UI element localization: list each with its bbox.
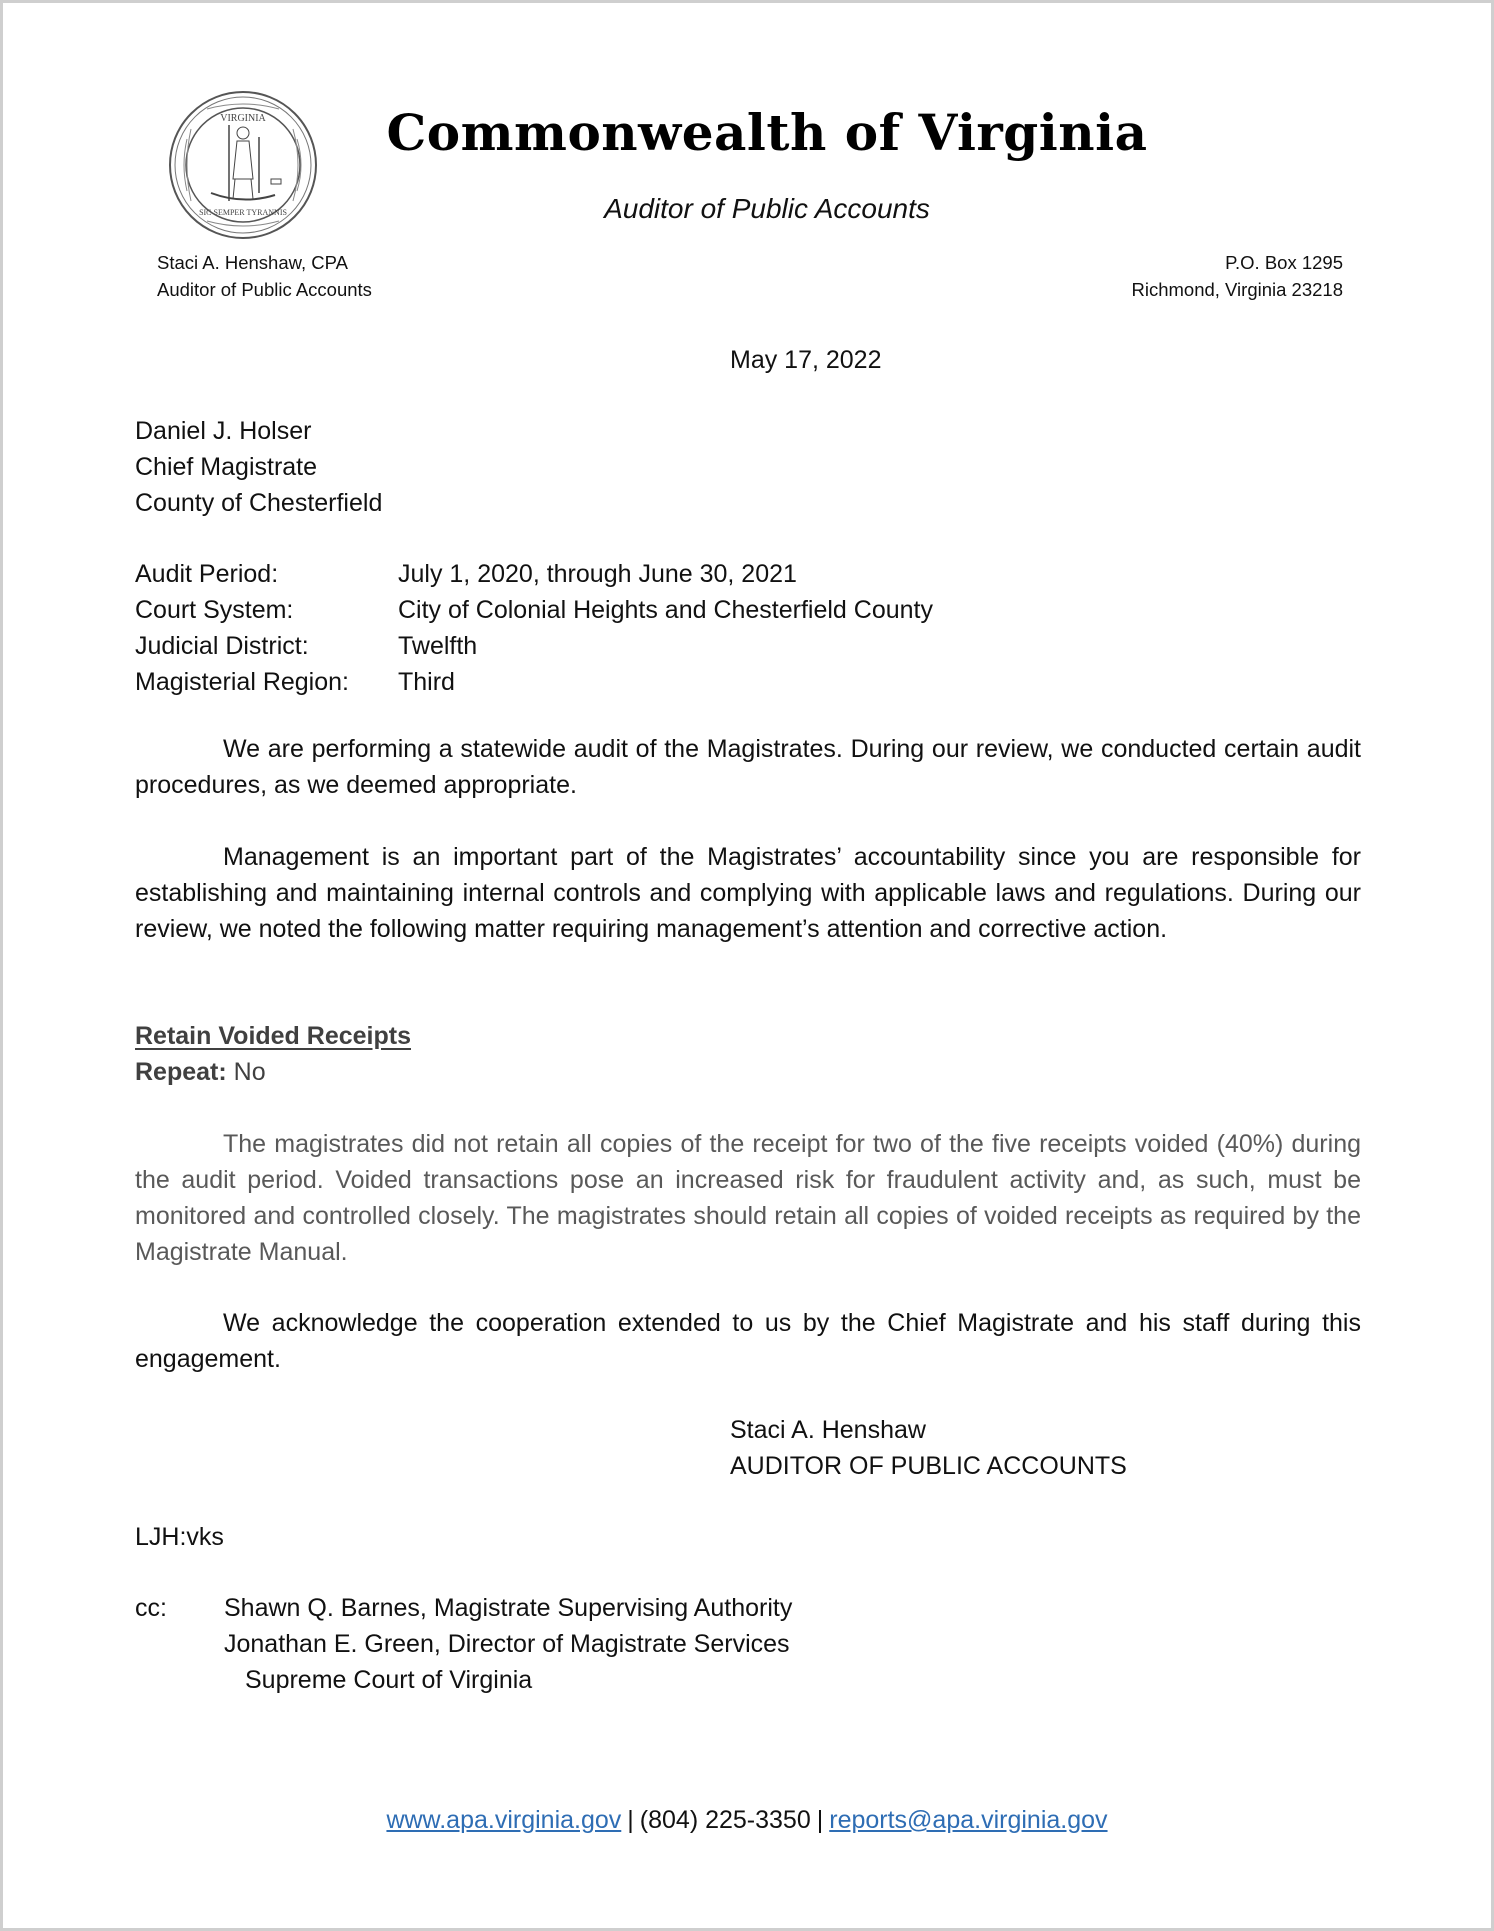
- field-value: Twelfth: [398, 632, 478, 660]
- finding-heading: Retain Voided Receipts: [135, 1022, 411, 1050]
- repeat-label: Repeat:: [135, 1058, 227, 1086]
- field-label: Judicial District:: [135, 632, 309, 660]
- closing-paragraph-text: We acknowledge the cooperation extended to us by the Chief Magistrate and his staff during this engagement.: [135, 1309, 1361, 1373]
- auditor-name: Staci A. Henshaw, CPA: [157, 252, 348, 273]
- city-state-zip: Richmond, Virginia 23218: [1131, 279, 1343, 300]
- signature-block: [730, 1412, 1127, 1484]
- field-label: Court System:: [135, 596, 294, 624]
- signer-name: Staci A. Henshaw: [730, 1416, 926, 1444]
- svg-text:VIRGINIA: VIRGINIA: [220, 113, 266, 124]
- recipient-name: Daniel J. Holser: [135, 417, 312, 445]
- letterhead-title: Commonwealth of Virginia: [386, 103, 1148, 162]
- recipient-block: [135, 413, 382, 521]
- cc-recipient: Shawn Q. Barnes, Magistrate Supervising Authority: [224, 1594, 793, 1622]
- repeat-value: No: [233, 1058, 266, 1086]
- finding-paragraph-text: The magistrates did not retain all copies of the receipt for two of the five receipts voided (40%) during the audit period. Voided transactions pose an increased risk for fraudulent activity and, as such, must be monitored and controlled closely. The magistrates should retain all copies of voided receipts as required by the Magistrate Manual.: [135, 1130, 1361, 1266]
- signer-title: AUDITOR OF PUBLIC ACCOUNTS: [730, 1452, 1127, 1480]
- footer-separator: |: [627, 1806, 634, 1834]
- letterhead-subtitle: Auditor of Public Accounts: [604, 193, 930, 224]
- mailing-address-block: [1131, 249, 1343, 303]
- cc-row: [135, 1662, 792, 1698]
- management-paragraph: [135, 839, 1361, 947]
- finding-paragraph: [135, 1126, 1361, 1270]
- cc-label: cc:: [135, 1594, 167, 1622]
- auditor-name-block: [157, 249, 372, 303]
- po-box: P.O. Box 1295: [1225, 252, 1343, 273]
- footer: [3, 1806, 1491, 1835]
- field-value: City of Colonial Heights and Chesterfield County: [398, 596, 933, 624]
- footer-separator: |: [816, 1806, 824, 1834]
- field-value: July 1, 2020, through June 30, 2021: [398, 560, 797, 588]
- cc-recipient: Jonathan E. Green, Director of Magistrate Services: [224, 1630, 790, 1658]
- field-judicial-district: [135, 628, 933, 664]
- cc-row: [135, 1590, 792, 1626]
- field-audit-period: [135, 556, 933, 592]
- audit-fields: [135, 556, 933, 700]
- field-label: Magisterial Region:: [135, 668, 349, 696]
- phone-number: (804) 225-3350: [639, 1806, 811, 1834]
- cc-row: [135, 1626, 792, 1662]
- finding-repeat: [135, 1054, 266, 1090]
- svg-text:SIC SEMPER TYRANNIS: SIC SEMPER TYRANNIS: [199, 208, 287, 217]
- reference-initials: LJH:vks: [135, 1523, 224, 1551]
- closing-paragraph: [135, 1305, 1361, 1377]
- email-link[interactable]: reports@apa.virginia.gov: [829, 1806, 1108, 1834]
- letter-date: May 17, 2022: [730, 346, 882, 374]
- recipient-title: Chief Magistrate: [135, 453, 318, 481]
- intro-paragraph-text: We are performing a statewide audit of the Magistrates. During our review, we conducted certain audit procedures, as we deemed appropriate.: [135, 735, 1361, 799]
- field-court-system: [135, 592, 933, 628]
- intro-paragraph: [135, 731, 1361, 803]
- website-link[interactable]: www.apa.virginia.gov: [386, 1806, 622, 1834]
- field-magisterial-region: [135, 664, 933, 700]
- auditor-title: Auditor of Public Accounts: [157, 279, 372, 300]
- letter-page: [3, 3, 1491, 1928]
- management-paragraph-text: Management is an important part of the Magistrates’ accountability since you are responsible for establishing and maintaining internal controls and complying with applicable laws and regulations. During our review, we noted the following matter requiring management’s attention and corrective action.: [135, 843, 1361, 943]
- cc-recipient-organization: Supreme Court of Virginia: [245, 1666, 533, 1694]
- recipient-organization: County of Chesterfield: [135, 489, 383, 517]
- field-label: Audit Period:: [135, 560, 279, 588]
- field-value: Third: [398, 668, 455, 696]
- cc-block: [135, 1590, 792, 1698]
